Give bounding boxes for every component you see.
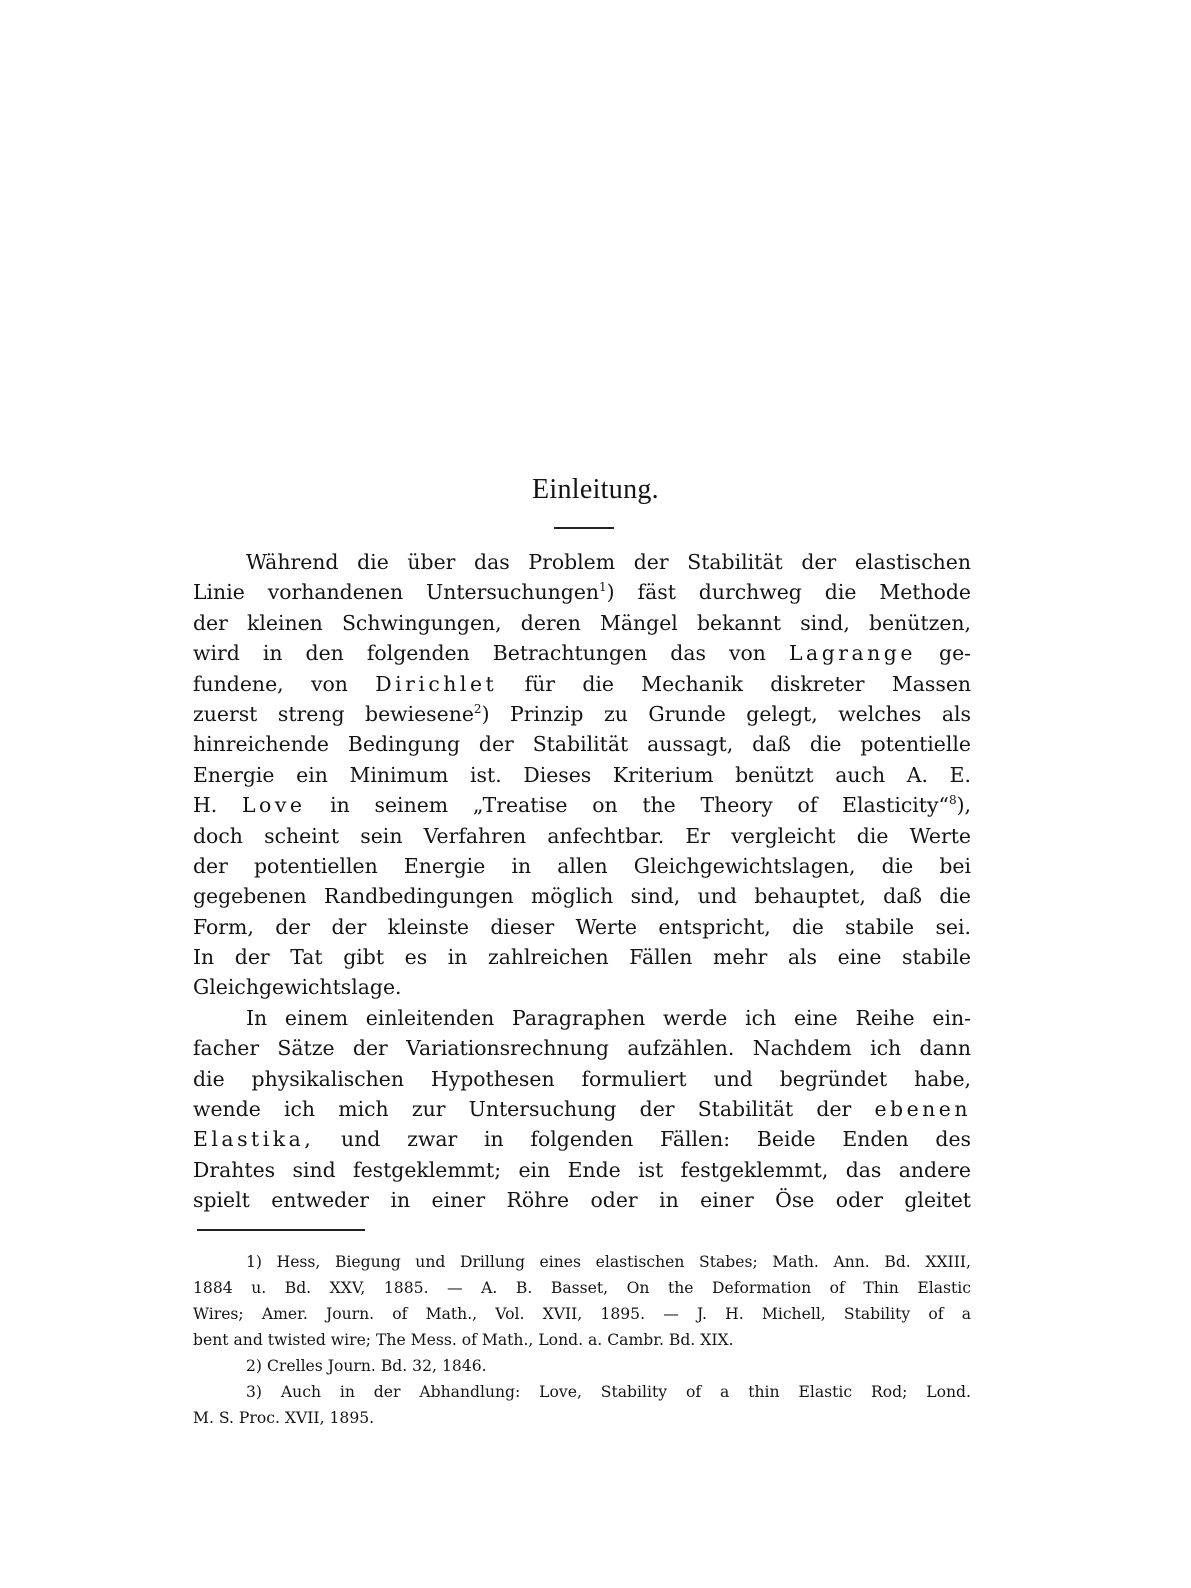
body-line: hinreichende Bedingung der Stabilität aussagt, daß die potentielle	[193, 732, 971, 757]
footnote-mark: 8	[948, 793, 957, 808]
body-line: In einem einleitenden Paragraphen werde ich eine Reihe ein-	[246, 1005, 971, 1030]
footnote-line: bent and twisted wire; The Mess. of Math., Lond. a. Cambr. Bd. XIX.	[193, 1331, 734, 1349]
footnote-line: 3) Auch in der Abhandlung: Love, Stability of a thin Elastic Rod; Lond.	[246, 1383, 971, 1401]
footnote-divider	[197, 1229, 365, 1231]
footnote-line: 1884 u. Bd. XXV, 1885. — A. B. Basset, On the Deformation of Thin Elastic	[193, 1279, 971, 1297]
footnote-mark: 2	[473, 701, 482, 716]
footnote-line: 2) Crelles Journ. Bd. 32, 1846.	[246, 1357, 487, 1375]
body-line: der kleinen Schwingungen, deren Mängel bekannt sind, benützen,	[193, 610, 971, 635]
page-title: Einleitung.	[532, 474, 659, 505]
body-line: Drahtes sind festgeklemmt; ein Ende ist festgeklemmt, das andere	[193, 1157, 971, 1182]
footnote-mark: 1	[599, 580, 607, 595]
body-line: gegebenen Randbedingungen möglich sind, und behauptet, daß die	[193, 884, 971, 909]
body-line: Form, der der kleinste dieser Werte entspricht, die stabile sei.	[193, 914, 971, 939]
body-line: fundene, von Dirichlet für die Mechanik diskreter Massen	[193, 671, 972, 696]
body-line: facher Sätze der Variationsrechnung aufzählen. Nachdem ich dann	[193, 1036, 971, 1061]
body-line: die physikalischen Hypothesen formuliert und begründet habe,	[193, 1066, 971, 1091]
body-line: In der Tat gibt es in zahlreichen Fällen mehr als eine stabile	[193, 945, 971, 970]
body-line: doch scheint sein Verfahren anfechtbar. Er vergleicht die Werte	[193, 823, 971, 848]
body-line: wende ich mich zur Untersuchung der Stabilität der ebenen	[193, 1097, 971, 1122]
body-line: zuerst streng bewiesene$^2$) Prinzip zu Grunde gelegt, welches als	[193, 701, 971, 726]
footnotes	[193, 1249, 971, 1431]
body-text	[193, 547, 971, 1216]
emphasis-elastika: Elastika,	[193, 1127, 315, 1152]
body-line: Elastika, und zwar in folgenden Fällen: Beide Enden des	[193, 1127, 971, 1152]
footnote-line: Wires; Amer. Journ. of Math., Vol. XVII, 1895. — J. H. Michell, Stability of a	[193, 1305, 971, 1323]
name-love: Love	[242, 793, 306, 818]
footnote-line: 1) Hess, Biegung und Drillung eines elastischen Stabes; Math. Ann. Bd. XXIII,	[246, 1253, 971, 1271]
body-line: spielt entweder in einer Röhre oder in einer Öse oder gleitet	[193, 1188, 971, 1213]
name-lagrange: Lagrange	[789, 641, 916, 666]
body-line: Linie vorhandenen Untersuchungen$^1$) fäst durchweg die Methode	[193, 580, 971, 605]
footnote-line: M. S. Proc. XVII, 1895.	[193, 1409, 375, 1427]
name-dirichlet: Dirichlet	[375, 671, 498, 696]
body-line: H. Love in seinem „Treatise on the Theory of Elasticity“$^8$),	[193, 793, 972, 818]
body-line: der potentiellen Energie in allen Gleichgewichtslagen, die bei	[193, 853, 971, 878]
title-divider	[554, 527, 614, 529]
body-line: Gleichgewichtslage.	[193, 975, 402, 1000]
body-line: wird in den folgenden Betrachtungen das von Lagrange ge-	[193, 641, 972, 666]
emphasis-ebenen: ebenen	[874, 1097, 971, 1122]
body-line: Energie ein Minimum ist. Dieses Kriterium benützt auch A. E.	[193, 762, 971, 787]
body-line: Während die über das Problem der Stabilität der elastischen	[246, 550, 971, 574]
